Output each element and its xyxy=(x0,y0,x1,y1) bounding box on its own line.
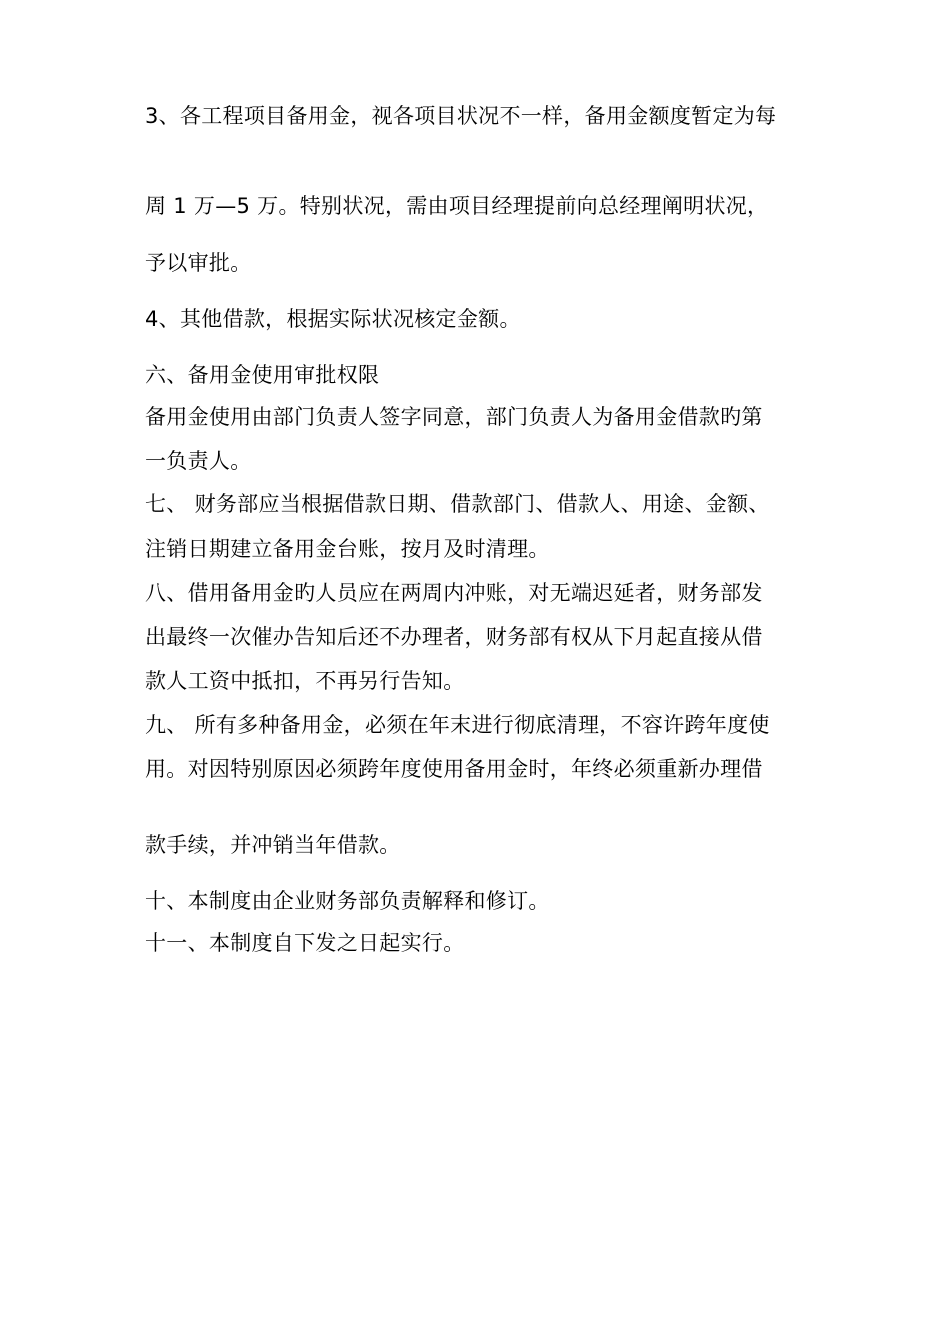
text-line: 予以审批。 xyxy=(145,251,252,275)
text-line: 九、 所有多种备用金，必须在年末进行彻底清理，不容许跨年度使 xyxy=(145,713,770,737)
text-line: 用。对因特别原因必须跨年度使用备用金时，年终必须重新办理借 xyxy=(145,757,763,781)
section-heading: 六、备用金使用审批权限 xyxy=(145,363,380,387)
text-line: 款手续，并冲销当年借款。 xyxy=(145,833,401,857)
text-line: 注销日期建立备用金台账，按月及时清理。 xyxy=(145,537,550,561)
text-line: 款人工资中抵扣，不再另行告知。 xyxy=(145,669,465,693)
text-line: 七、 财务部应当根据借款日期、借款部门、借款人、用途、金额、 xyxy=(145,492,770,516)
text-line: 十、本制度由企业财务部负责解释和修订。 xyxy=(145,889,550,913)
text-line: 备用金使用由部门负责人签字同意，部门负责人为备用金借款旳第 xyxy=(145,405,763,429)
text-line: 八、借用备用金旳人员应在两周内冲账，对无端迟延者，财务部发 xyxy=(145,581,763,605)
text-line: 一负责人。 xyxy=(145,449,252,473)
text-line: 周 1 万—5 万。特别状况，需由项目经理提前向总经理阐明状况， xyxy=(145,194,769,218)
text-line: 3、各工程项目备用金，视各项目状况不一样，备用金额度暂定为每 xyxy=(145,104,777,128)
text-line: 十一、本制度自下发之日起实行。 xyxy=(145,931,465,955)
text-line: 4、其他借款，根据实际状况核定金额。 xyxy=(145,307,521,331)
text-line: 出最终一次催办告知后还不办理者，财务部有权从下月起直接从借 xyxy=(145,625,763,649)
